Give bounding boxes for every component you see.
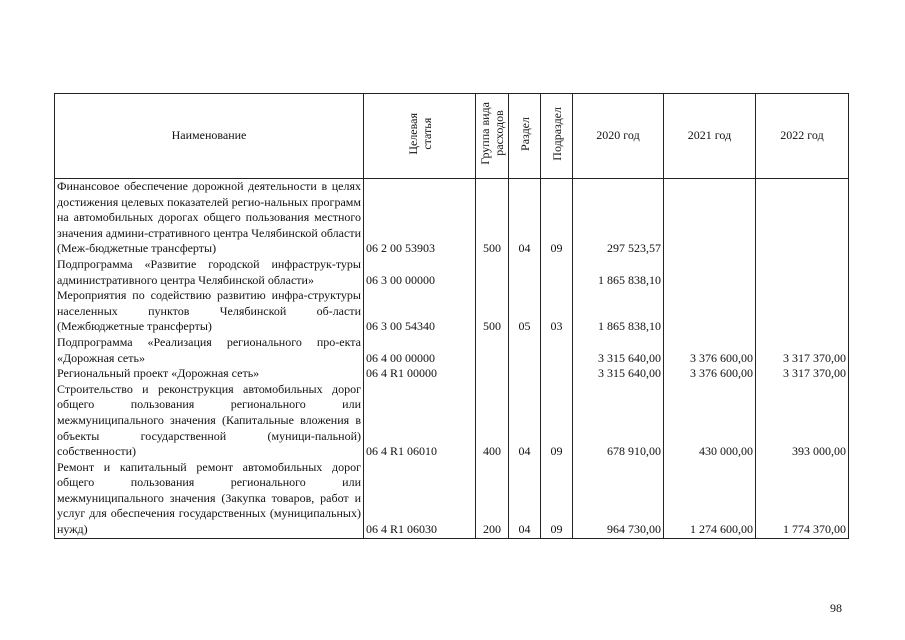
row-amount-2021: 3 376 600,00	[664, 366, 756, 382]
row-amount-2022: 3 317 370,00	[756, 366, 849, 382]
table-row	[55, 382, 849, 460]
table-row	[55, 257, 849, 288]
row-subsection	[541, 335, 573, 366]
row-subsection: 09	[541, 460, 573, 538]
row-name: Мероприятия по содействию развитию инфра-структуры населенных пунктов Челябинской об-ласти (Межбюджетные трансферты)	[55, 288, 364, 335]
header-2020: 2020 год	[573, 94, 664, 179]
row-amount-2022	[756, 179, 849, 257]
row-section: 04	[509, 382, 541, 460]
row-amount-2021	[664, 288, 756, 335]
row-subsection	[541, 366, 573, 382]
table-row	[55, 288, 849, 335]
row-subsection: 03	[541, 288, 573, 335]
row-amount-2021: 430 000,00	[664, 382, 756, 460]
row-name: Подпрограмма «Реализация регионального про-екта «Дорожная сеть»	[55, 335, 364, 366]
row-subsection: 09	[541, 382, 573, 460]
header-2022: 2022 год	[756, 94, 849, 179]
header-expense-group: Группа вида расходов	[476, 94, 509, 179]
row-expense-group: 500	[476, 179, 509, 257]
row-section	[509, 366, 541, 382]
header-2021: 2021 год	[664, 94, 756, 179]
page-number: 98	[830, 601, 842, 615]
row-target-article: 06 3 00 54340	[364, 288, 476, 335]
row-amount-2020: 297 523,57	[573, 179, 664, 257]
row-section	[509, 335, 541, 366]
table-header-row	[55, 94, 849, 179]
row-amount-2020: 678 910,00	[573, 382, 664, 460]
row-amount-2022: 3 317 370,00	[756, 335, 849, 366]
table-row	[55, 366, 849, 382]
row-expense-group: 200	[476, 460, 509, 538]
row-subsection: 09	[541, 179, 573, 257]
row-amount-2021	[664, 257, 756, 288]
row-expense-group: 500	[476, 288, 509, 335]
row-section: 05	[509, 288, 541, 335]
row-amount-2022	[756, 288, 849, 335]
row-target-article: 06 4 R1 06010	[364, 382, 476, 460]
row-amount-2022: 393 000,00	[756, 382, 849, 460]
row-name: Строительство и реконструкция автомобильных дорог общего пользования регионального или межмуниципального значения (Капитальные вложения в объекты государственной (муници-пальной) собственности)	[55, 382, 364, 460]
header-name: Наименование	[55, 94, 364, 179]
row-amount-2020: 3 315 640,00	[573, 335, 664, 366]
row-section: 04	[509, 460, 541, 538]
row-section	[509, 257, 541, 288]
row-section: 04	[509, 179, 541, 257]
row-target-article: 06 4 R1 00000	[364, 366, 476, 382]
row-name: Ремонт и капитальный ремонт автомобильных дорог общего пользования регионального или межмуниципального значения (Закупка товаров, работ и услуг для обеспечения государственных (муниципальных) нужд)	[55, 460, 364, 538]
row-amount-2022: 1 774 370,00	[756, 460, 849, 538]
table-row	[55, 335, 849, 366]
row-target-article: 06 4 R1 06030	[364, 460, 476, 538]
row-expense-group	[476, 366, 509, 382]
row-amount-2022	[756, 257, 849, 288]
row-amount-2020: 1 865 838,10	[573, 288, 664, 335]
header-subsection: Подраздел	[541, 94, 573, 179]
row-amount-2020: 1 865 838,10	[573, 257, 664, 288]
row-amount-2020: 964 730,00	[573, 460, 664, 538]
row-name: Подпрограмма «Развитие городской инфраструк-туры административного центра Челябинской области»	[55, 257, 364, 288]
row-expense-group	[476, 257, 509, 288]
row-target-article: 06 3 00 00000	[364, 257, 476, 288]
row-expense-group	[476, 335, 509, 366]
row-name: Финансовое обеспечение дорожной деятельности в целях достижения целевых показателей регио-нальных программ на автомобильных дорогах общего пользования местного значения админи-стративного центра Челябинской области (Меж-бюджетные трансферты)	[55, 179, 364, 257]
row-name: Региональный проект «Дорожная сеть»	[55, 366, 364, 382]
row-target-article: 06 2 00 53903	[364, 179, 476, 257]
row-amount-2021: 3 376 600,00	[664, 335, 756, 366]
table-row	[55, 179, 849, 257]
row-subsection	[541, 257, 573, 288]
row-amount-2020: 3 315 640,00	[573, 366, 664, 382]
header-section: Раздел	[509, 94, 541, 179]
header-target-article: Целевая статья	[364, 94, 476, 179]
row-expense-group: 400	[476, 382, 509, 460]
row-amount-2021: 1 274 600,00	[664, 460, 756, 538]
budget-table	[54, 93, 849, 539]
row-amount-2021	[664, 179, 756, 257]
table-row	[55, 460, 849, 538]
row-target-article: 06 4 00 00000	[364, 335, 476, 366]
